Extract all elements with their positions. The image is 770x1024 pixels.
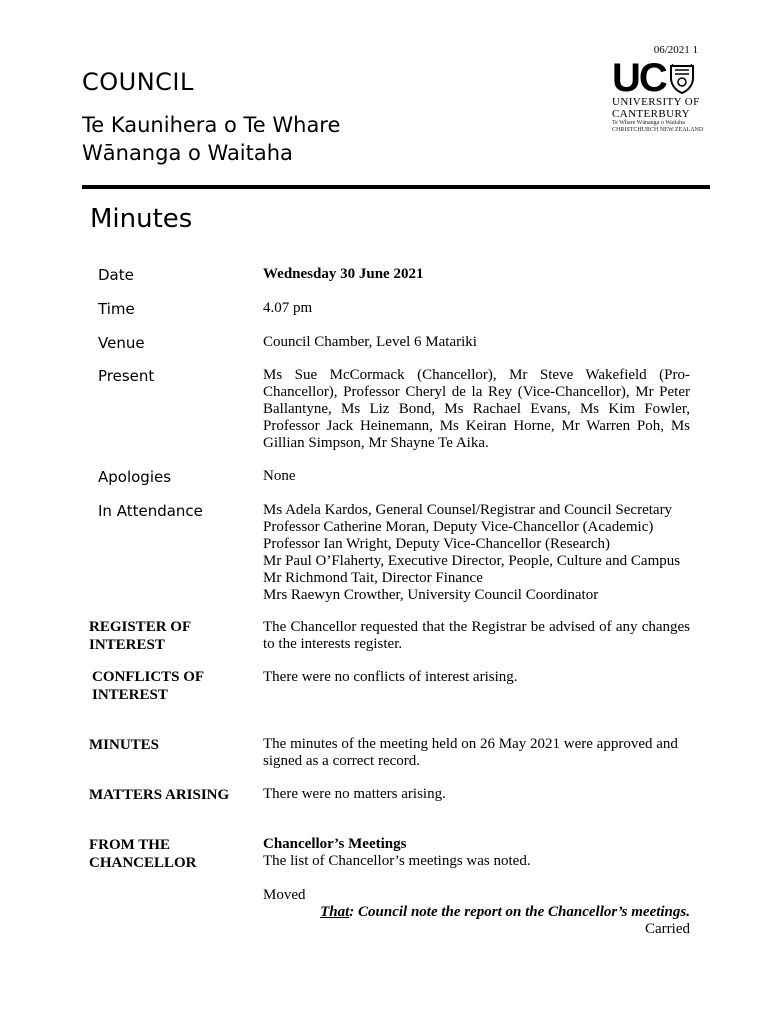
date-value: Wednesday 30 June 2021 — [263, 266, 424, 282]
chancellor-label-line-2: CHANCELLOR — [89, 855, 197, 871]
register-label-line-2: INTEREST — [89, 637, 165, 653]
logo-line-4: CHRISTCHURCH NEW ZEALAND — [612, 127, 704, 133]
minutes-text: The minutes of the meeting held on 26 May 2021 were approved and signed as a correct record. — [263, 736, 678, 769]
present-label: Present — [98, 367, 155, 385]
moved-label: Moved — [263, 887, 306, 903]
chancellor-section — [263, 836, 690, 870]
chancellor-label-line-1: FROM THE — [89, 837, 170, 853]
motion-body: : Council note the report on the Chancellor’s meetings. — [349, 904, 690, 920]
council-maori-name — [82, 111, 340, 167]
from-the-chancellor-heading — [89, 836, 197, 872]
attendance-item: Professor Catherine Moran, Deputy Vice-Chancellor (Academic) — [263, 519, 654, 535]
register-of-interest-heading — [89, 618, 191, 654]
logo-line-3: Te Whare Wānanga o Waitaha — [612, 120, 685, 126]
attendance-item: Ms Adela Kardos, General Counsel/Registrar and Council Secretary — [263, 502, 673, 518]
attendance-label: In Attendance — [98, 502, 203, 520]
venue-label: Venue — [98, 334, 145, 352]
register-of-interest-text: The Chancellor requested that the Registrar be advised of any changes to the interests register. — [263, 619, 690, 652]
time-label: Time — [98, 300, 135, 318]
maori-name-line-1: Te Kaunihera o Te Whare — [82, 113, 341, 137]
maori-name-line-2: Wānanga o Waitaha — [82, 141, 293, 165]
logo-mark — [612, 56, 714, 100]
attendance-item: Mr Richmond Tait, Director Finance — [263, 570, 483, 586]
minutes-heading: MINUTES — [89, 737, 160, 753]
attendance-item: Mrs Raewyn Crowther, University Council Coordinator — [263, 587, 599, 603]
logo-line-2: CANTERBURY — [612, 108, 690, 120]
attendance-list — [263, 502, 690, 604]
conflicts-of-interest-text: There were no conflicts of interest arising. — [263, 669, 518, 685]
attendance-item: Professor Ian Wright, Deputy Vice-Chancellor (Research) — [263, 536, 610, 552]
venue-value: Council Chamber, Level 6 Matariki — [263, 334, 477, 350]
conflicts-of-interest-heading — [92, 668, 204, 704]
apologies-label: Apologies — [98, 468, 172, 486]
conflicts-label-line-2: INTEREST — [92, 687, 168, 703]
present-value: Ms Sue McCormack (Chancellor), Mr Steve Wakefield (Pro-Chancellor), Professor Cheryl de la Rey (Vice-Chancellor), Mr Peter Ballantyne, Ms Liz Bond, Ms Rachael Evans, Ms Kim Fowler, Professor Jack Heinemann, Ms Keiran Horne, Mr Warren Poh, Ms Gillian Simpson, Mr Shayne Te Aika. — [263, 367, 690, 451]
chancellor-meetings-text: The list of Chancellor’s meetings was noted. — [263, 853, 531, 869]
crest-icon — [669, 64, 695, 99]
matters-arising-heading: MATTERS ARISING — [89, 787, 230, 803]
motion-that: That — [320, 904, 350, 920]
logo-line-1: UNIVERSITY OF — [612, 96, 700, 108]
chancellor-meetings-heading: Chancellor’s Meetings — [263, 836, 407, 852]
university-logo — [612, 56, 714, 144]
header-divider — [82, 185, 710, 189]
conflicts-label-line-1: CONFLICTS OF — [92, 669, 205, 685]
attendance-item: Mr Paul O’Flaherty, Executive Director, People, Culture and Campus — [263, 553, 681, 569]
date-label: Date — [98, 266, 134, 284]
register-label-line-1: REGISTER OF — [89, 619, 192, 635]
carried-label: Carried — [645, 921, 690, 937]
time-value: 4.07 pm — [263, 300, 313, 316]
page-title: Minutes — [90, 204, 193, 234]
apologies-value: None — [263, 468, 296, 484]
motion-text — [263, 904, 690, 921]
motion-block — [263, 887, 690, 938]
page-reference: 06/2021 1 — [653, 44, 698, 56]
logo-uc-text: UC — [612, 56, 666, 100]
matters-arising-text: There were no matters arising. — [263, 786, 446, 802]
council-heading: COUNCIL — [82, 68, 194, 96]
